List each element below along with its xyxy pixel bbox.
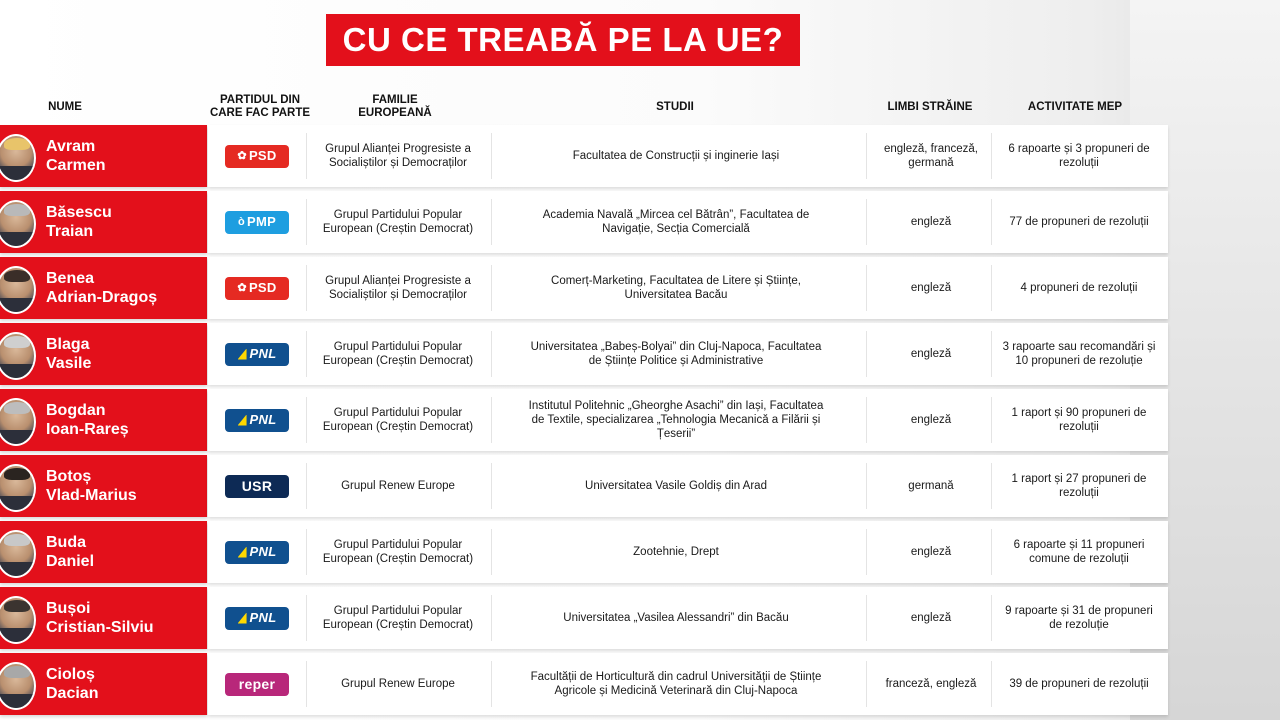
info-cell [208,257,1168,319]
mep-name [46,269,157,307]
party-cell [208,257,306,319]
party-logo [225,541,289,564]
party-name: reper [238,676,276,692]
languages-cell: engleză [910,546,952,558]
info-cell [208,389,1168,451]
family-cell: Grupul Partidului Popular European (Creștin Democrat) [322,341,474,367]
avatar [0,596,36,644]
last-name: Cristian-Silviu [46,619,154,636]
last-name: Ioan-Rareș [46,421,129,438]
party-logo [225,145,289,168]
table-row [0,521,1168,583]
mep-name [46,137,106,175]
party-cell [208,191,306,253]
avatar [0,530,36,578]
party-cell [208,521,306,583]
table-row [0,257,1168,319]
pnl-arrow-icon [238,613,247,624]
party-cell [208,125,306,187]
languages-cell: franceză, engleză [885,678,977,690]
divider [306,529,307,575]
divider [866,265,867,311]
languages-cell: engleză [910,414,952,426]
info-cell [208,521,1168,583]
divider [866,397,867,443]
party-logo [225,607,289,630]
divider [491,595,492,641]
divider [991,595,992,641]
party-logo [225,343,289,366]
divider [991,265,992,311]
party-logo [225,475,289,498]
mep-name [46,335,91,373]
header-familie: FAMILIE EUROPEANĂ [358,94,432,119]
party-name: PNL [249,544,277,559]
avatar [0,134,36,182]
activity-cell: 4 propuneri de rezoluții [1020,282,1138,294]
info-cell [208,587,1168,649]
header-nume: NUME [48,100,82,113]
divider [491,463,492,509]
first-name: Cioloș [46,666,95,683]
studies-cell: Comerț-Marketing, Facultatea de Litere și Științe, Universitatea Bacău [551,275,801,301]
studies-cell: Universitatea „Vasilea Alessandri” din Bacău [563,612,789,624]
divider [866,463,867,509]
studies-cell: Academia Navală „Mircea cel Bătrân”, Facultatea de Navigație, Secția Comercială [542,209,810,235]
party-logo [225,211,289,234]
first-name: Avram [46,138,96,155]
party-name: PNL [249,346,277,361]
party-logo [225,673,289,696]
family-cell: Grupul Partidului Popular European (Creștin Democrat) [322,605,474,631]
avatar [0,398,36,446]
pnl-arrow-icon [238,415,247,426]
header-activitate: ACTIVITATE MEP [1027,100,1123,113]
last-name: Dacian [46,685,99,702]
info-cell [208,125,1168,187]
last-name: Carmen [46,157,106,174]
party-logo [225,277,289,300]
divider [491,529,492,575]
languages-cell: germană [908,480,954,492]
first-name: Blaga [46,336,90,353]
header-limbi: LIMBI STRĂINE [887,100,973,113]
last-name: Adrian-Dragoș [46,289,158,306]
rose-icon: ✿ [237,150,247,162]
mep-name [46,665,98,703]
first-name: Bogdan [46,402,106,419]
activity-cell: 77 de propuneri de rezoluții [1009,216,1149,228]
languages-cell: engleză [910,348,952,360]
party-name: PNL [249,412,277,427]
first-name: Băsescu [46,204,112,221]
studies-cell: Institutul Politehnic „Gheorghe Asachi” din Iași, Facultatea de Textile, specializarea „Tehnologia Mecanică a Filării și Țeserii” [528,400,824,440]
divider [991,133,992,179]
family-cell: Grupul Alianței Progresiste a Socialiștilor și Democraților [325,143,471,169]
party-name: PNL [249,610,277,625]
name-cell [0,125,207,187]
activity-cell: 3 rapoarte sau recomandări și 10 propuneri de rezoluție [1002,341,1156,367]
activity-cell: 9 rapoarte și 31 de propuneri de rezoluție [1005,605,1153,631]
table-row [0,455,1168,517]
party-cell [208,455,306,517]
languages-cell: engleză, franceză, germană [884,143,978,169]
divider [306,331,307,377]
party-name: PMP [246,214,277,229]
divider [866,595,867,641]
name-cell [0,587,207,649]
family-cell: Grupul Partidului Popular European (Creștin Democrat) [322,539,474,565]
divider [306,595,307,641]
divider [306,661,307,707]
mep-name [46,467,137,505]
rose-icon: ✿ [237,282,247,294]
divider [866,529,867,575]
divider [991,397,992,443]
family-cell: Grupul Renew Europe [341,480,455,492]
mep-name [46,401,129,439]
name-cell [0,257,207,319]
divider [306,463,307,509]
divider [991,331,992,377]
party-cell [208,323,306,385]
party-cell [208,389,306,451]
first-name: Botoș [46,468,92,485]
activity-cell: 39 de propuneri de rezoluții [1009,678,1149,690]
divider [491,397,492,443]
party-logo [225,409,289,432]
divider [866,331,867,377]
divider [491,331,492,377]
last-name: Vasile [46,355,92,372]
divider [491,133,492,179]
avatar [0,662,36,710]
party-name: PSD [248,280,277,295]
activity-cell: 6 rapoarte și 3 propuneri de rezoluții [1008,143,1150,169]
party-cell [208,653,306,715]
name-cell [0,389,207,451]
divider [866,661,867,707]
table-row [0,653,1168,715]
divider [991,529,992,575]
table-row [0,125,1168,187]
pnl-arrow-icon [238,547,247,558]
divider [491,199,492,245]
divider [866,133,867,179]
languages-cell: engleză [910,282,952,294]
studies-cell: Universitatea „Babeș-Bolyai” din Cluj-Napoca, Facultatea de Științe Politice și Administrative [530,341,822,367]
studies-cell: Universitatea Vasile Goldiș din Arad [585,480,767,492]
family-cell: Grupul Partidului Popular European (Creștin Democrat) [322,209,474,235]
activity-cell: 6 rapoarte și 11 propuneri comune de rezoluții [1013,539,1145,565]
info-cell [208,323,1168,385]
party-cell [208,587,306,649]
name-cell [0,455,207,517]
divider [866,199,867,245]
table-row [0,587,1168,649]
family-cell: Grupul Renew Europe [341,678,455,690]
languages-cell: engleză [910,216,952,228]
avatar [0,332,36,380]
first-name: Bușoi [46,600,91,617]
mep-name [46,203,112,241]
last-name: Daniel [46,553,95,570]
header-studii: STUDII [656,100,694,113]
avatar [0,200,36,248]
info-cell [208,191,1168,253]
last-name: Traian [46,223,94,240]
mep-name [46,599,154,637]
family-cell: Grupul Alianței Progresiste a Socialiștilor și Democraților [325,275,471,301]
avatar [0,464,36,512]
last-name: Vlad-Marius [46,487,137,504]
avatar [0,266,36,314]
languages-cell: engleză [910,612,952,624]
divider [991,463,992,509]
studies-cell: Zootehnie, Drept [633,546,719,558]
name-cell [0,323,207,385]
divider [306,265,307,311]
studies-cell: Facultatea de Construcții și inginerie Iași [572,150,780,162]
table-row [0,323,1168,385]
mep-name [46,533,94,571]
info-cell [208,653,1168,715]
divider [491,265,492,311]
activity-cell: 1 raport și 27 propuneri de rezoluții [1011,473,1147,499]
divider [991,199,992,245]
name-cell [0,191,207,253]
activity-cell: 1 raport și 90 propuneri de rezoluții [1011,407,1147,433]
divider [306,199,307,245]
divider [491,661,492,707]
table-row [0,389,1168,451]
header-partid: PARTIDUL DIN CARE FAC PARTE [209,94,311,119]
party-name: PSD [248,148,277,163]
divider [306,397,307,443]
name-cell [0,653,207,715]
first-name: Benea [46,270,95,287]
pnl-arrow-icon [238,349,247,360]
pmp-apple-icon: ò [237,216,245,228]
family-cell: Grupul Partidului Popular European (Creștin Democrat) [322,407,474,433]
divider [306,133,307,179]
name-cell [0,521,207,583]
divider [991,661,992,707]
info-cell [208,455,1168,517]
first-name: Buda [46,534,86,551]
page-title: CU CE TREABĂ PE LA UE? [326,14,800,66]
table-row [0,191,1168,253]
party-name: USR [241,478,273,494]
studies-cell: Facultății de Horticultură din cadrul Universității de Științe Agricole și Medicină Veterinară din Cluj-Napoca [530,671,822,697]
